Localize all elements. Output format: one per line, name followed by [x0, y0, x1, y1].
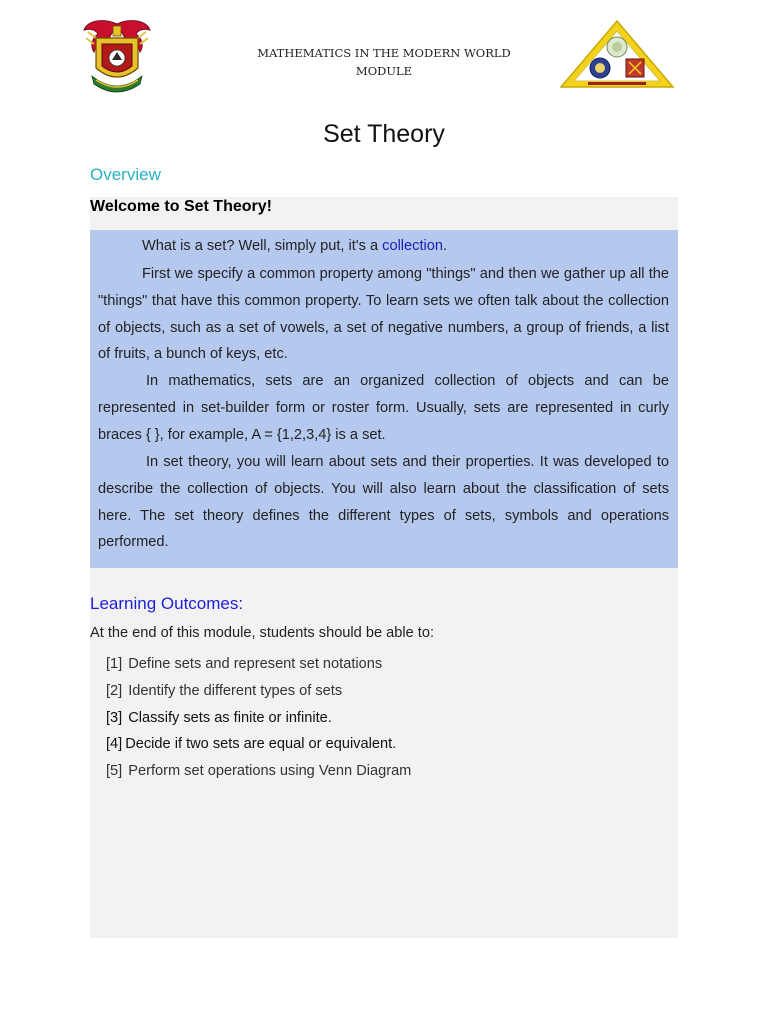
overview-paragraph-4: In set theory, you will learn about sets and their properties. It was developed to describe the collection of objects. You will also learn about the classification of sets here. The set theory defines the different types of sets, symbols and operations performed.: [98, 454, 669, 551]
header-line-1: MATHEMATICS IN THE MODERN WORLD: [257, 46, 511, 60]
learning-outcomes-heading: Learning Outcomes:: [90, 594, 244, 613]
list-item: [106, 758, 411, 785]
overview-paragraph-1: [98, 233, 669, 260]
overview-paragraph-3: In mathematics, sets are an organized collection of objects and can be represented in set-builder form or roster form. Usually, sets are represented in curly braces { }, for example, A = {1,2,3,4} is a set.: [98, 373, 669, 443]
list-item: [106, 651, 411, 678]
learning-outcomes-intro: At the end of this module, students should be able to:: [90, 625, 434, 641]
page-header: [0, 0, 768, 110]
list-item: [106, 678, 411, 705]
page-title: Set Theory: [323, 120, 445, 148]
list-item: [106, 705, 411, 732]
list-item-text: Define sets and represent set notations: [128, 656, 383, 672]
learning-outcomes-list: [106, 651, 411, 785]
list-item-text: Decide if two sets are equal or equivalent.: [125, 736, 397, 753]
triangle-emblem-icon: [558, 18, 676, 90]
list-item-number: [2]: [106, 682, 123, 699]
list-item-text: Classify sets as finite or infinite.: [128, 709, 332, 726]
paragraph-1-text: What is a set? Well, simply put, it's a: [142, 238, 383, 254]
list-item: [106, 731, 411, 758]
collection-link[interactable]: collection: [382, 238, 443, 254]
welcome-heading: Welcome to Set Theory!: [90, 198, 272, 215]
university-seal-eagle-icon: [82, 16, 152, 94]
overview-paragraph-2: First we specify a common property among "things" and then we gather up all the "things" that have this common property. To learn sets we often talk about the collection of objects, such as a set of vowels, a set of negative numbers, a group of friends, a list of fruits, a bunch of keys, etc.: [98, 266, 669, 363]
list-item-text: Identify the different types of sets: [128, 682, 343, 699]
paragraph-1-end: .: [443, 238, 448, 254]
list-item-number: [4]: [106, 736, 123, 753]
header-line-2: MODULE: [355, 64, 413, 78]
overview-heading: Overview: [90, 165, 161, 184]
header-title: [234, 44, 534, 80]
list-item-text: Perform set operations using Venn Diagram: [128, 763, 412, 780]
list-item-number: [1]: [106, 656, 123, 672]
list-item-number: [3]: [106, 709, 123, 726]
list-item-number: [5]: [106, 763, 123, 780]
